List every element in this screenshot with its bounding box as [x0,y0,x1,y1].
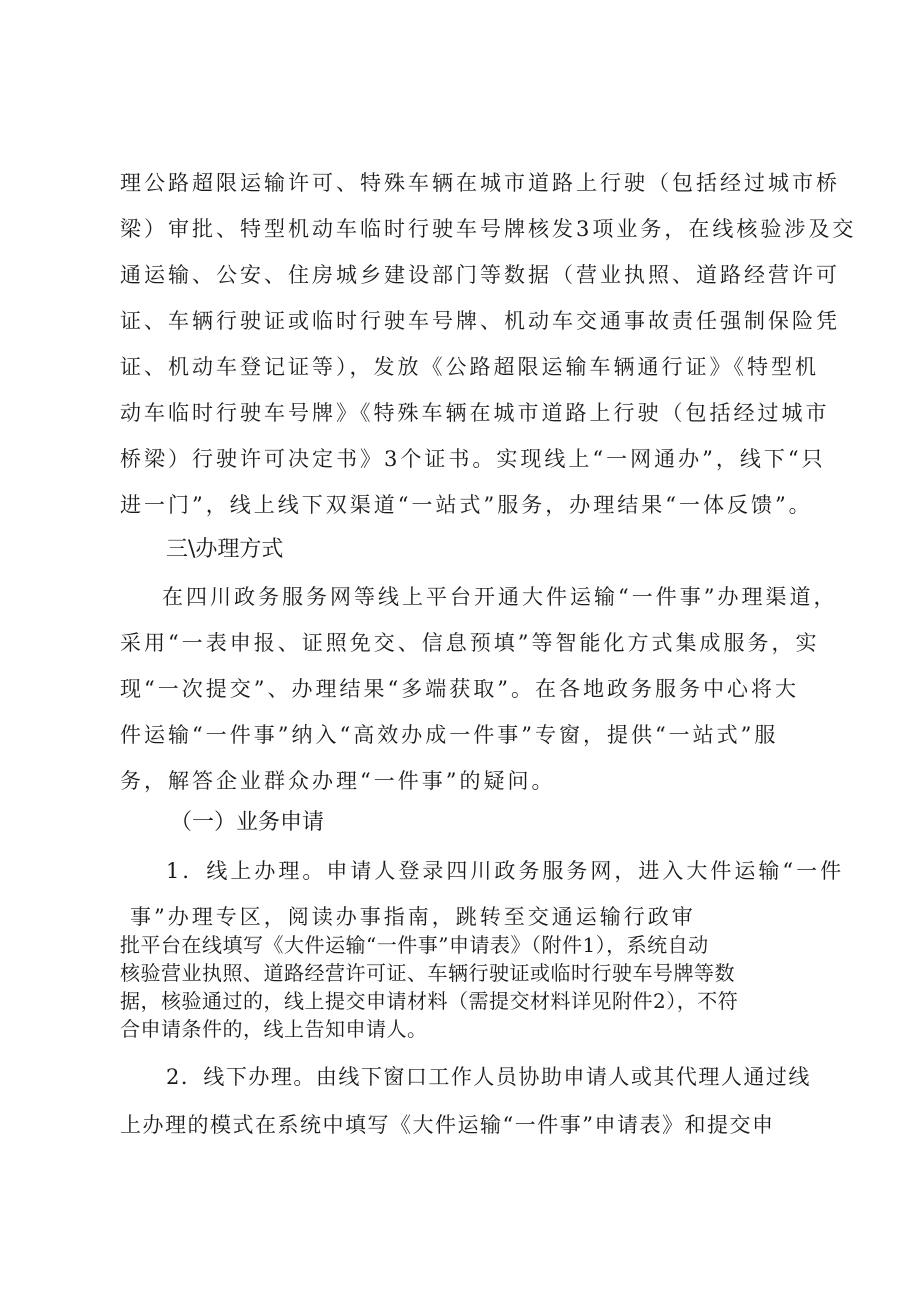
item1-line-6: 合申请条件的，线上告知申请人。 [120,1017,428,1041]
subsection-heading-1: （一）业务申请 [170,810,325,835]
para1-line-8: 进一门”，线上线下双渠道“一站式”服务，办理结果“一体反馈”。 [120,493,813,517]
item2-line-1: 2．线下办理。由线下窗口工作人员协助申请人或其代理人通过线 [166,1065,811,1089]
para2-line-4: 件运输“一件事”纳入“高效办成一件事”专窗，提供“一站式”服 [120,723,779,747]
para1-line-3: 通运输、公安、住房城乡建设部门等数据（营业执照、道路经营许可 [120,263,840,287]
para1-line-7: 桥梁）行驶许可决定书》3个证书。实现线上“一网通办”，线下“只 [120,447,826,471]
section-heading-3: 三\办理方式 [166,537,284,562]
para1-line-1: 理公路超限运输许可、特殊车辆在城市道路上行驶（包括经过城市桥 [120,171,840,195]
para2-line-2: 采用“一表申报、证照免交、信息预填”等智能化方式集成服务，实 [120,631,820,655]
item1-line-5: 据，核验通过的，线上提交申请材料（需提交材料详见附件2），不符 [120,989,739,1013]
para1-line-4: 证、车辆行驶证或临时行驶车号牌、机动车交通事故责任强制保险凭 [120,309,840,333]
item1-line-3: 批平台在线填写《大件运输“一件事”申请表》（附件1），系统自动 [120,933,709,957]
para2-line-1: 在四川政务服务网等线上平台开通大件运输“一件事”办理渠道， [162,585,838,609]
item1-line-2: 事”办理专区，阅读办事指南，跳转至交通运输行政审 [130,905,696,929]
item2-line-2: 上办理的模式在系统中填写《大件运输“一件事”申请表》和提交申 [120,1113,775,1137]
para1-line-2: 梁）审批、特型机动车临时行驶车号牌核发3项业务，在线核验涉及交 [120,217,857,241]
para1-line-5: 证、机动车登记证等），发放《公路超限运输车辆通行证》《特型机 [120,355,819,379]
item1-line-4: 核验营业执照、道路经营许可证、车辆行驶证或临时行驶车号牌等数 [120,961,735,985]
para2-line-5: 务，解答企业群众办理“一件事”的疑问。 [120,769,556,793]
para2-line-3: 现“一次提交”、办理结果“多端获取”。在各地政务服务中心将大 [120,677,799,701]
para1-line-6: 动车临时行驶车号牌》《特殊车辆在城市道路上行驶（包括经过城市 [120,401,830,425]
item1-line-1: 1．线上办理。申请人登录四川政务服务网，进入大件运输“一件 [166,859,845,883]
